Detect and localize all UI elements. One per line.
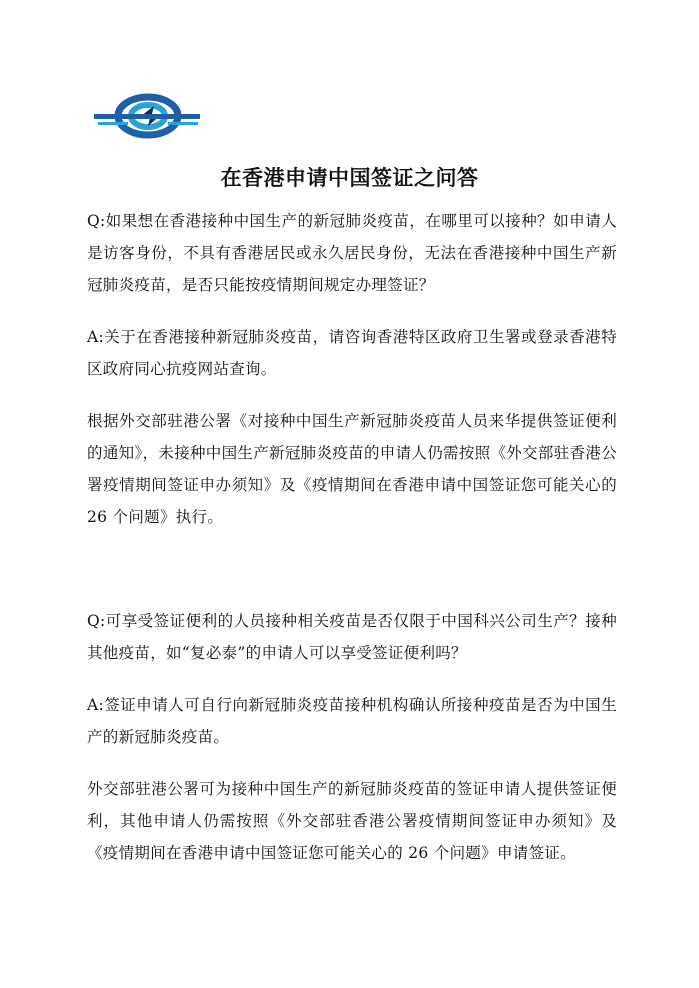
answer-1: A:关于在香港接种新冠肺炎疫苗，请咨询香港特区政府卫生署或登录香港特区政府同心抗疫网站查询。 bbox=[87, 328, 617, 378]
page-title: 在香港申请中国签证之问答 bbox=[220, 166, 479, 190]
question-2: Q:可享受签证便利的人员接种相关疫苗是否仅限于中国科兴公司生产？接种其他疫苗，如“复必泰”的申请人可以享受签证便利吗？ bbox=[87, 612, 617, 662]
question-1: Q:如果想在香港接种中国生产的新冠肺炎疫苗，在哪里可以接种？如申请人是访客身份，不具有香港居民或永久居民身份，无法在香港接种中国生产新冠肺炎疫苗，是否只能按疫情期间规定办理签证？ bbox=[87, 212, 617, 294]
section-spacer bbox=[87, 553, 617, 605]
answer-1-detail: 根据外交部驻港公署《对接种中国生产新冠肺炎疫苗人员来华提供签证便利的通知》，未接种中国生产新冠肺炎疫苗的申请人仍需按照《外交部驻香港公署疫情期间签证申办须知》及《疫情期间在香港申请中国签证您可能关心的 26 个问题》执行。 bbox=[87, 412, 617, 526]
company-logo bbox=[92, 92, 202, 154]
answer-2: A:签证申请人可自行向新冠肺炎疫苗接种机构确认所接种疫苗是否为中国生产的新冠肺炎疫苗。 bbox=[87, 696, 617, 746]
document-body bbox=[87, 205, 617, 889]
answer-2-detail: 外交部驻港公署可为接种中国生产的新冠肺炎疫苗的签证申请人提供签证便利，其他申请人仍需按照《外交部驻香港公署疫情期间签证申办须知》及《疫情期间在香港申请中国签证您可能关心的 26 个问题》申请签证。 bbox=[87, 780, 617, 862]
company-logo-mark bbox=[92, 92, 202, 142]
